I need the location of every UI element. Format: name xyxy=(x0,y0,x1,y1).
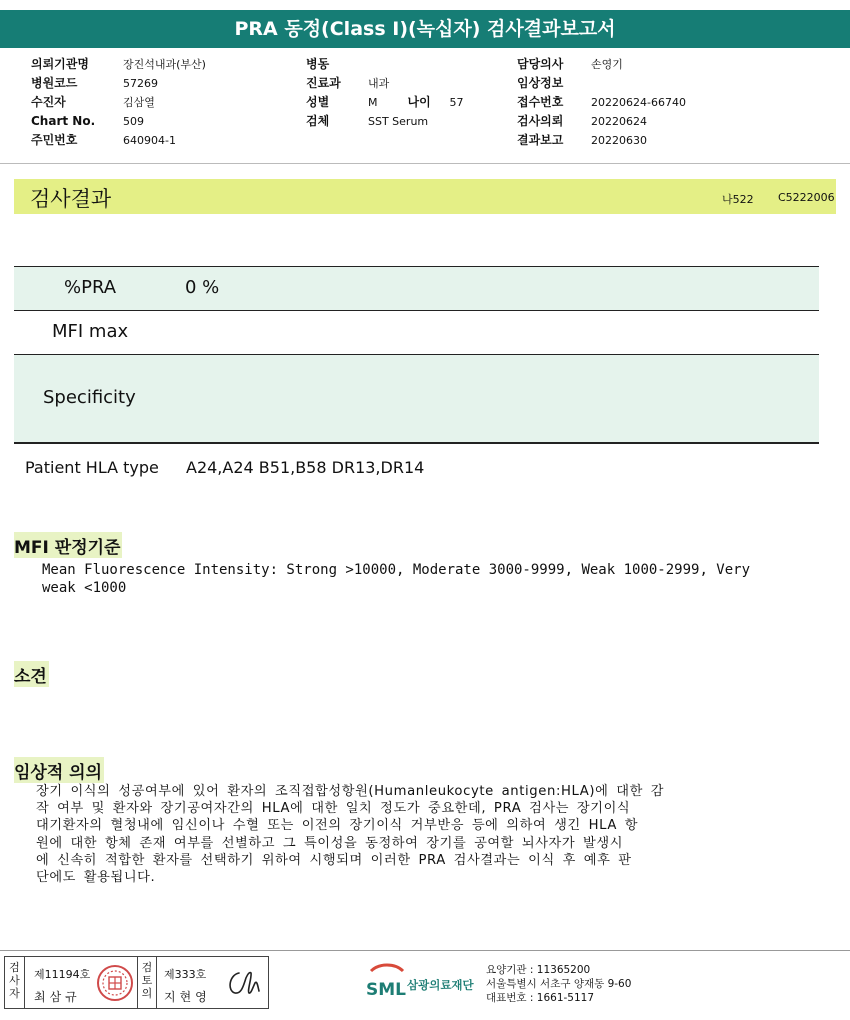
table-rule xyxy=(14,354,819,355)
field-chart-no xyxy=(31,112,206,131)
mfi-criteria-text xyxy=(42,561,812,597)
report-title: PRA 동정(Class I)(녹십자) 검사결과보고서 xyxy=(0,10,850,48)
handwritten-signature-icon xyxy=(225,967,265,999)
field-label: 검체 xyxy=(306,114,330,128)
hla-type-value: A24,A24 B51,B58 DR13,DR14 xyxy=(186,458,425,477)
tester-name: 최삼규 xyxy=(34,990,81,1004)
clinical-line: 에 신속히 적합한 환자를 선택하기 위하여 시행되며 이러한 PRA 검사결과는 이식 후 예후 판 xyxy=(36,852,632,868)
field-label: 검사의뢰 xyxy=(517,114,564,128)
field-value: 20220624 xyxy=(591,115,647,128)
field-label: 임상정보 xyxy=(517,76,564,90)
header-divider xyxy=(0,163,850,164)
phone-number: 대표번호 : 1661-5117 xyxy=(486,992,595,1004)
pra-row xyxy=(14,267,819,310)
field-department xyxy=(306,74,464,93)
clinical-line: 장기 이식의 성공여부에 있어 환자의 조직접합성항원(Humanleukocyte antigen:HLA)에 대한 감 xyxy=(36,784,665,799)
footer-address xyxy=(486,963,631,1005)
header-col-clinical xyxy=(306,55,464,131)
field-value: 640904-1 xyxy=(123,134,176,147)
results-section-header xyxy=(14,179,836,214)
field-value: 장진석내과(부산) xyxy=(123,58,206,71)
field-label: 수진자 xyxy=(31,95,66,109)
field-label: 주민번호 xyxy=(31,133,78,147)
tester-label: 검사자 xyxy=(5,957,25,1008)
sml-logo-icon xyxy=(365,963,407,1003)
field-label: 담당의사 xyxy=(517,57,564,71)
seal-stamp-icon xyxy=(96,964,134,1002)
clinical-line: 단에도 활용됩니다. xyxy=(36,870,156,886)
field-physician xyxy=(517,55,686,74)
clinical-line: 작 여부 및 환자와 장기공여자간의 HLA에 대한 일치 정도가 중요한데, PRA 검사는 장기이식 xyxy=(36,801,631,817)
field-specimen xyxy=(306,112,464,131)
field-sex-age xyxy=(306,93,464,112)
field-value: SST Serum xyxy=(368,115,429,128)
license-number: 요양기관 : 11365200 xyxy=(486,964,591,976)
field-value: M xyxy=(368,96,378,109)
opinion-heading: 소견 xyxy=(14,661,49,687)
field-value: 손영기 xyxy=(591,58,623,71)
field-label: 의뢰기관명 xyxy=(31,57,89,71)
clinical-line: 대기환자의 혈청내에 임신이나 수혈 또는 이전의 장기이식 거부반응 등에 의하여 생긴 HLA 항 xyxy=(36,818,639,834)
test-code: 나522 xyxy=(722,193,754,206)
field-label: 성별 xyxy=(306,95,330,109)
results-heading: 검사결과 xyxy=(30,187,112,211)
reviewer-license: 제333호 xyxy=(164,968,207,981)
field-value: 김삼열 xyxy=(123,96,155,109)
field-hospital-code xyxy=(31,74,206,93)
table-rule xyxy=(14,310,819,311)
field-value: 20220624-66740 xyxy=(591,96,686,109)
org-name: 삼광의료재단 xyxy=(407,978,474,992)
reviewer-label: 검토의 xyxy=(137,957,157,1008)
signature-box xyxy=(4,956,269,1009)
mfi-criteria-line: Mean Fluorescence Intensity: Strong >10000, Moderate 3000-9999, Weak 1000-2999, Very xyxy=(42,562,751,578)
specificity-label: Specificity xyxy=(43,387,136,408)
field-label: 나이 xyxy=(407,95,431,109)
clinical-text xyxy=(36,783,816,886)
field-value: 509 xyxy=(123,115,144,128)
field-label: 병원코드 xyxy=(31,76,78,90)
field-resident-no xyxy=(31,131,206,150)
mfi-criteria-line: weak <1000 xyxy=(42,580,127,596)
tester-license: 제11194호 xyxy=(34,968,91,981)
mfi-criteria-heading: MFI 판정기준 xyxy=(14,532,122,558)
table-rule xyxy=(14,266,819,267)
footer-divider xyxy=(0,950,850,951)
table-rule xyxy=(14,442,819,444)
field-request-date xyxy=(517,112,686,131)
test-code-secondary: C5222006 xyxy=(778,191,835,204)
pra-value: 0 % xyxy=(185,277,220,298)
header-col-report xyxy=(517,55,686,150)
field-value: 20220630 xyxy=(591,134,647,147)
field-value: 57 xyxy=(449,96,464,109)
field-report-date xyxy=(517,131,686,150)
hla-type-label: Patient HLA type xyxy=(25,458,159,477)
field-label: 병동 xyxy=(306,57,330,71)
address-line: 서울특별시 서초구 양재동 9-60 xyxy=(486,978,632,990)
field-clinical-info xyxy=(517,74,686,93)
field-label: 결과보고 xyxy=(517,133,564,147)
clinical-line: 원에 대한 항체 존재 여부를 선별하고 그 특이성을 동정하여 장기를 공여할 뇌사자가 발생시 xyxy=(36,835,624,851)
mfi-max-label: MFI max xyxy=(52,321,129,342)
field-value: 57269 xyxy=(123,77,158,90)
field-label: 접수번호 xyxy=(517,95,564,109)
field-label: Chart No. xyxy=(31,114,96,128)
field-ward xyxy=(306,55,464,74)
field-label: 진료과 xyxy=(306,76,341,90)
clinical-heading: 임상적 의의 xyxy=(14,757,104,783)
header-col-patient xyxy=(31,55,206,150)
field-institution xyxy=(31,55,206,74)
pra-label: %PRA xyxy=(64,277,117,298)
field-value: 내과 xyxy=(368,77,390,90)
field-patient-name xyxy=(31,93,206,112)
svg-text:SML: SML xyxy=(366,980,406,1000)
field-receipt-no xyxy=(517,93,686,112)
reviewer-name: 지현영 xyxy=(164,990,211,1004)
